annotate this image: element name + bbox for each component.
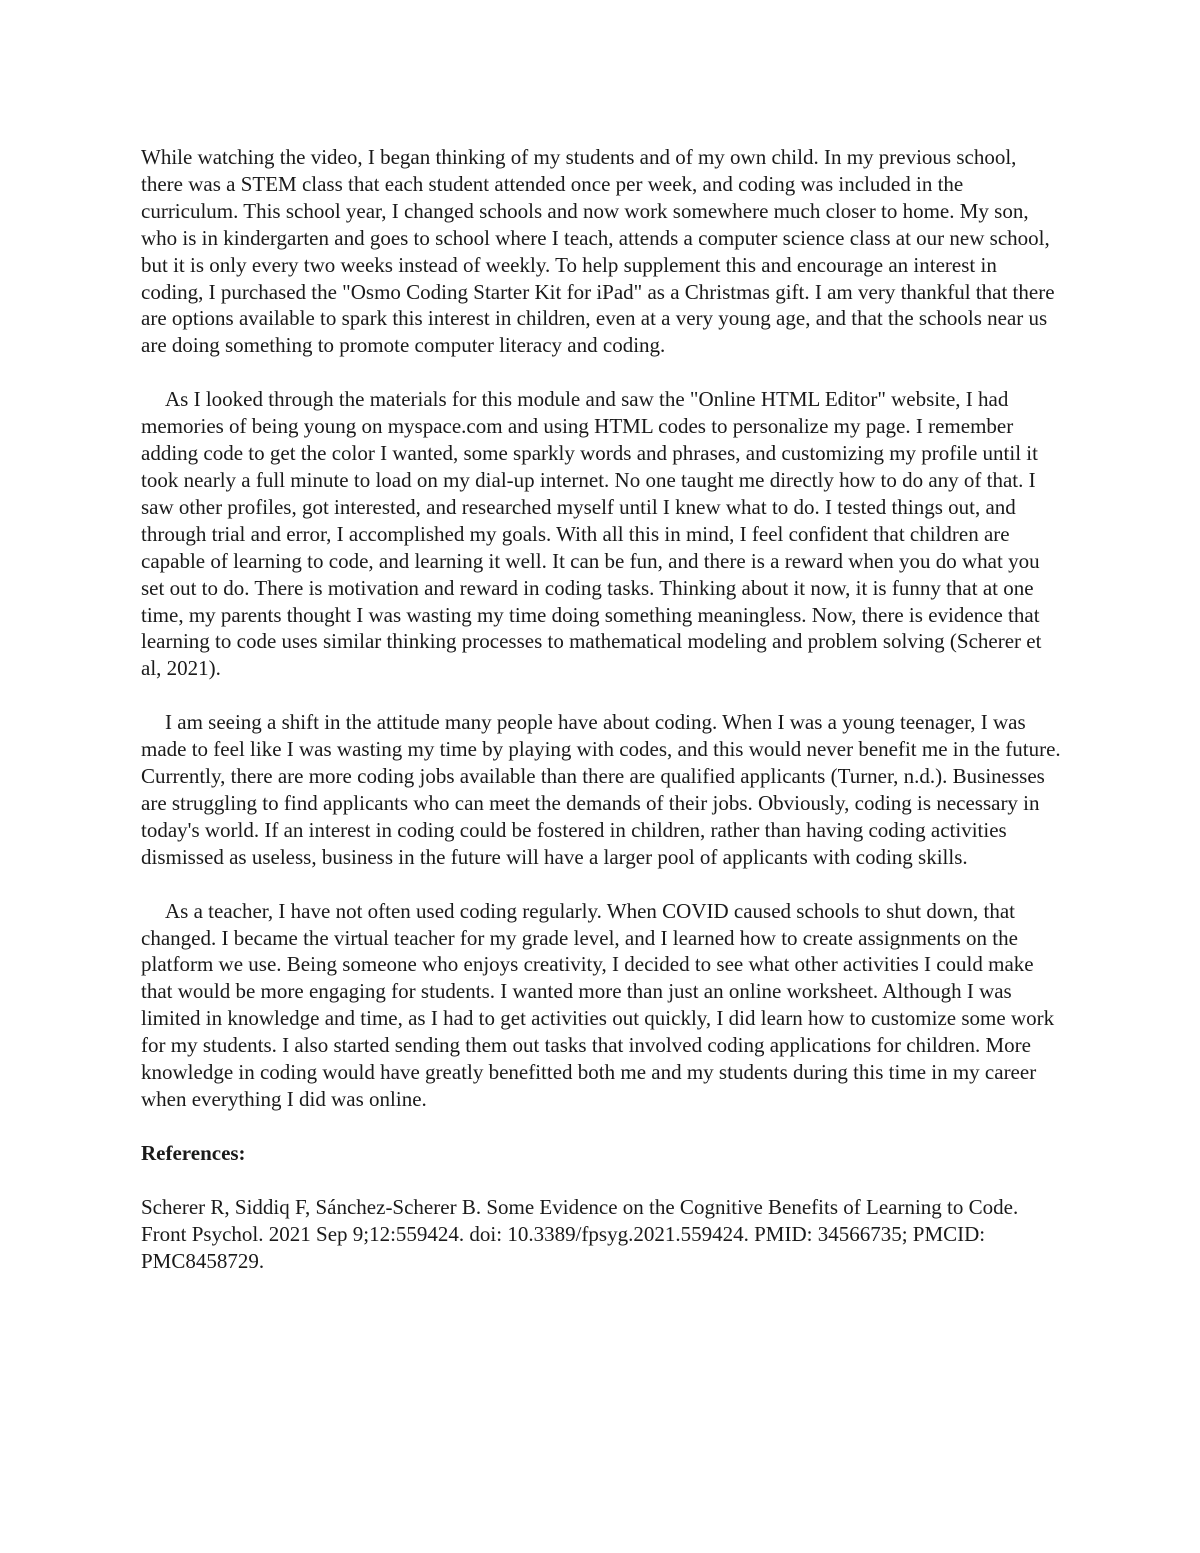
paragraph-1: While watching the video, I began thinking of my students and of my own child. In my previous school, there was a STEM class that each student attended once per week, and coding was included in the curriculum. This school year, I changed schools and now work somewhere much closer to home. My son, who is in kindergarten and goes to school where I teach, attends a computer science class at our new school, but it is only every two weeks instead of weekly. To help supplement this and encourage an interest in coding, I purchased the "Osmo Coding Starter Kit for iPad" as a Christmas gift. I am very thankful that there are options available to spark this interest in children, even at a very young age, and that the schools near us are doing something to promote computer literacy and coding.: [141, 145, 1055, 358]
paragraph-3: I am seeing a shift in the attitude many people have about coding. When I was a young teenager, I was made to feel like I was wasting my time by playing with codes, and this would never benefit me in the future. Currently, there are more coding jobs available than there are qualified applicants (Turner, n.d.). Businesses are struggling to find applicants who can meet the demands of their jobs. Obviously, coding is necessary in today's world. If an interest in coding could be fostered in children, rather than having coding activities dismissed as useless, business in the future will have a larger pool of applicants with coding skills.: [141, 710, 1061, 869]
references-heading: References:: [141, 1140, 246, 1165]
paragraph-2: As I looked through the materials for this module and saw the "Online HTML Editor" website, I had memories of being young on myspace.com and using HTML codes to personalize my page. I remember adding code to get the color I wanted, some sparkly words and phrases, and customizing my profile until it took nearly a full minute to load on my dial-up internet. No one taught me directly how to do any of that. I saw other profiles, got interested, and researched myself until I knew what to do. I tested things out, and through trial and error, I accomplished my goals. With all this in mind, I feel confident that children are capable of learning to code, and learning it well. It can be fun, and there is a reward when you do what you set out to do. There is motivation and reward in coding tasks. Thinking about it now, it is funny that at one time, my parents thought I was wasting my time doing something meaningless. Now, there is evidence that learning to code uses similar thinking processes to mathematical modeling and problem solving (Scherer et al, 2021).: [141, 387, 1042, 681]
document-body: [141, 144, 1061, 1275]
reference-item: Scherer R, Siddiq F, Sánchez-Scherer B. Some Evidence on the Cognitive Benefits of Learning to Code. Front Psychol. 2021 Sep 9;12:559424. doi: 10.3389/fpsyg.2021.559424. PMID: 34566735; PMCID: PMC8458729.: [141, 1194, 1019, 1273]
paragraph-4: As a teacher, I have not often used coding regularly. When COVID caused schools to shut down, that changed. I became the virtual teacher for my grade level, and I learned how to create assignments on the platform we use. Being someone who enjoys creativity, I decided to see what other activities I could make that would be more engaging for students. I wanted more than just an online worksheet. Although I was limited in knowledge and time, as I had to get activities out quickly, I did learn how to customize some work for my students. I also started sending them out tasks that involved coding applications for children. More knowledge in coding would have greatly benefitted both me and my students during this time in my career when everything I did was online.: [141, 898, 1055, 1111]
